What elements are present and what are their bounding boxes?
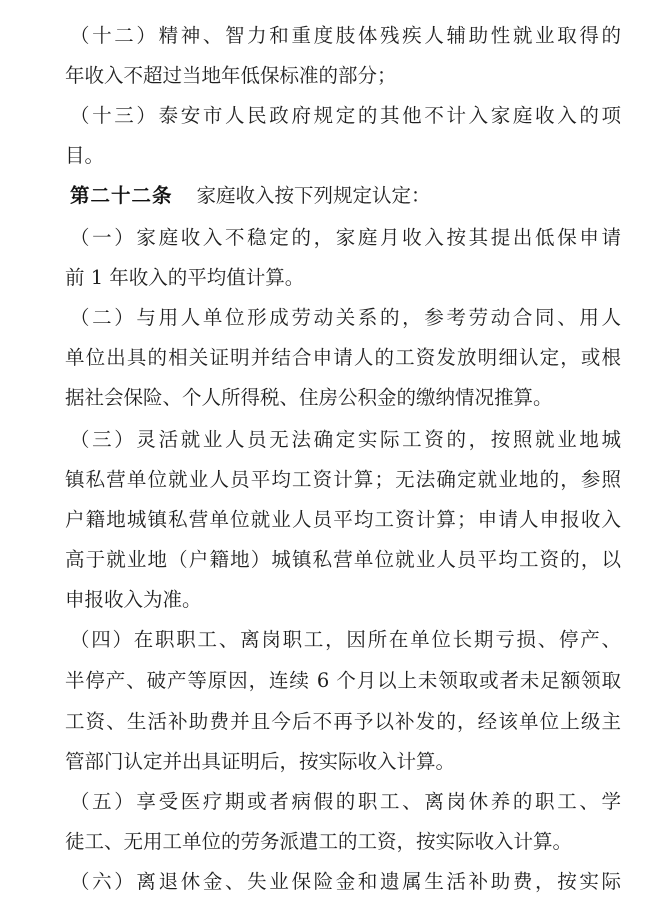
paragraph-line: 前 1 年收入的平均值计算。 <box>65 266 305 289</box>
paragraph-line: 户籍地城镇私营单位就业人员平均工资计算；申请人申报收入 <box>65 508 621 531</box>
paragraph-line: （十三）泰安市人民政府规定的其他不计入家庭收入的项 <box>70 104 621 127</box>
article-heading-line <box>70 176 431 216</box>
paragraph-line: 据社会保险、个人所得税、住房公积金的缴纳情况推算。 <box>65 386 553 409</box>
paragraph-line: 管部门认定并出具证明后，按实际收入计算。 <box>65 750 456 773</box>
article-number: 第二十二条 <box>70 184 173 207</box>
paragraph-line: （二）与用人单位形成劳动关系的，参考劳动合同、用人 <box>70 306 621 329</box>
paragraph-line: （四）在职职工、离岗职工，因所在单位长期亏损、停产、 <box>70 628 621 651</box>
paragraph-line: 镇私营单位就业人员平均工资计算；无法确定就业地的，参照 <box>65 468 621 491</box>
paragraph-line: 高于就业地（户籍地）城镇私营单位就业人员平均工资的，以 <box>65 548 621 571</box>
paragraph-line: 申报收入为准。 <box>65 588 202 611</box>
paragraph-line: （一）家庭收入不稳定的，家庭月收入按其提出低保申请 <box>70 226 621 249</box>
paragraph-line: （十二）精神、智力和重度肢体残疾人辅助性就业取得的 <box>70 24 621 47</box>
paragraph-line: 工资、生活补助费并且今后不再予以补发的，经该单位上级主 <box>65 710 621 733</box>
paragraph-line: （五）享受医疗期或者病假的职工、离岗休养的职工、学 <box>70 790 621 813</box>
paragraph-line: 单位出具的相关证明并结合申请人的工资发放明细认定，或根 <box>65 346 621 369</box>
paragraph-line: （六）离退休金、失业保险金和遗属生活补助费，按实际 <box>70 870 621 893</box>
paragraph-line: 年收入不超过当地年低保标准的部分； <box>65 64 397 87</box>
paragraph-line: 徒工、无用工单位的劳务派遣工的工资，按实际收入计算。 <box>65 830 573 853</box>
paragraph-line: （三）灵活就业人员无法确定实际工资的，按照就业地城 <box>70 428 621 451</box>
paragraph-line: 半停产、破产等原因，连续 6 个月以上未领取或者未足额领取 <box>65 669 621 692</box>
article-text: 家庭收入按下列规定认定： <box>196 184 431 207</box>
paragraph-line: 目。 <box>65 144 105 167</box>
